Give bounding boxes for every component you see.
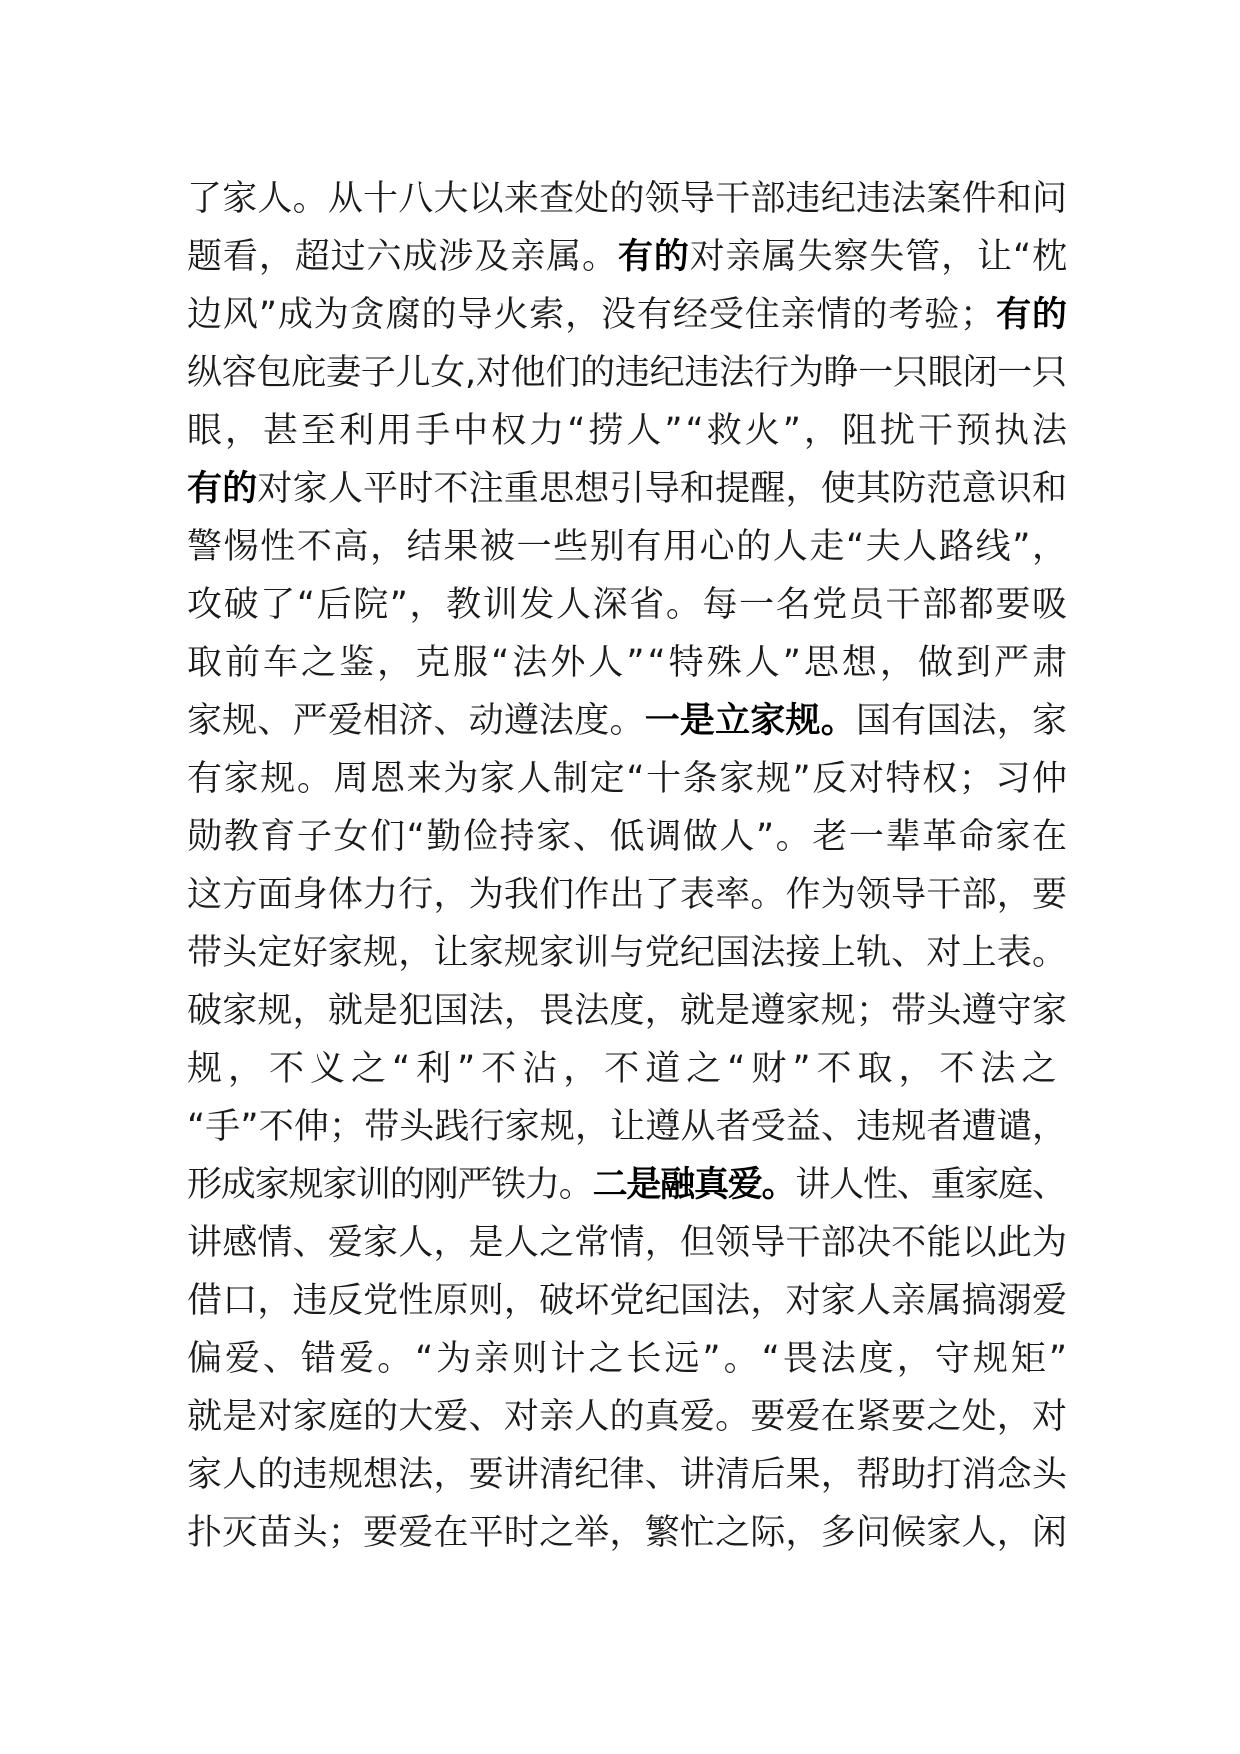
text-segment: 对亲属失察失管，让“枕 bbox=[689, 237, 1068, 277]
text-segment: 国有国法，家 bbox=[855, 701, 1068, 741]
text-segment: 对家人平时不注重思想引导和提醒，使其防范意识和 bbox=[257, 469, 1068, 509]
bold-text-segment: 一是立家规。 bbox=[644, 701, 856, 741]
text-line bbox=[187, 750, 1067, 808]
text-line bbox=[187, 518, 1067, 576]
text-line bbox=[187, 866, 1067, 924]
text-segment: 边风”成为贪腐的导火索，没有经受住亲情的考验； bbox=[187, 295, 997, 335]
text-segment: 这方面身体力行，为我们作出了表率。作为领导干部，要 bbox=[187, 875, 1068, 915]
text-line bbox=[187, 286, 1067, 344]
text-segment: 带头定好家规，让家规家训与党纪国法接上轨、对上表。 bbox=[187, 933, 1068, 973]
text-line bbox=[187, 808, 1067, 866]
bold-text-segment: 二是融真爱。 bbox=[592, 1165, 796, 1205]
text-line bbox=[187, 228, 1067, 286]
text-line bbox=[187, 1214, 1067, 1272]
text-segment: 有家规。周恩来为家人制定“十条家规”反对特权；习仲 bbox=[187, 759, 1069, 799]
text-segment: 纵容包庇妻子儿女,对他们的违纪违法行为睁一只眼闭一只 bbox=[187, 353, 1067, 393]
text-line bbox=[187, 576, 1067, 634]
text-line bbox=[187, 344, 1067, 402]
text-line bbox=[187, 1272, 1067, 1330]
text-segment: 题看，超过六成涉及亲属。 bbox=[187, 237, 618, 277]
text-segment: 扑灭苗头；要爱在平时之举，繁忙之际，多问候家人，闲 bbox=[187, 1513, 1068, 1553]
text-line bbox=[187, 634, 1071, 692]
text-line bbox=[187, 1098, 1067, 1156]
text-segment: 借口，违反党性原则，破坏党纪国法，对家人亲属搞溺爱 bbox=[187, 1281, 1068, 1321]
text-segment: 眼，甚至利用手中权力“捞人”“救火”，阻扰干预执法 bbox=[187, 411, 1071, 451]
text-segment: 攻破了“后院”，教训发人深省。每一名党员干部都要吸 bbox=[187, 585, 1069, 625]
text-line bbox=[187, 460, 1067, 518]
text-segment: 了家人。从十八大以来查处的领导干部违纪违法案件和问 bbox=[187, 179, 1068, 219]
bold-text-segment: 有的 bbox=[187, 469, 258, 509]
text-segment: “手”不伸；带头践行家规，让遵从者受益、违规者遭谴， bbox=[187, 1107, 1068, 1147]
bold-text-segment: 有的 bbox=[996, 295, 1068, 335]
bold-text-segment: 有的 bbox=[617, 237, 690, 277]
text-segment: 家人的违规想法，要讲清纪律、讲清后果，帮助打消念头 bbox=[187, 1455, 1068, 1495]
text-line bbox=[187, 982, 1067, 1040]
body-paragraph bbox=[187, 170, 1071, 1562]
text-segment: 家规、严爱相济、动遵法度。 bbox=[187, 701, 645, 741]
text-segment: 就是对家庭的大爱、对亲人的真爱。要爱在紧要之处，对 bbox=[187, 1397, 1068, 1437]
text-segment: 讲人性、重家庭、 bbox=[795, 1165, 1066, 1205]
text-line bbox=[187, 1330, 1071, 1388]
text-line bbox=[187, 1040, 1067, 1098]
text-segment: 偏爱、错爱。“为亲则计之长远”。“畏法度，守规矩” bbox=[187, 1339, 1071, 1379]
text-line bbox=[187, 692, 1067, 750]
text-line bbox=[187, 1504, 1067, 1562]
text-segment: 形成家规家训的刚严铁力。 bbox=[187, 1165, 593, 1205]
text-line bbox=[187, 170, 1067, 228]
text-segment: 勋教育子女们“勤俭持家、低调做人”。老一辈革命家在 bbox=[187, 817, 1069, 857]
text-segment: 取前车之鉴，克服“法外人”“特殊人”思想，做到严肃 bbox=[187, 643, 1071, 683]
text-segment: 讲感情、爱家人，是人之常情，但领导干部决不能以此为 bbox=[187, 1223, 1068, 1263]
text-line bbox=[187, 924, 1067, 982]
text-line bbox=[187, 402, 1071, 460]
text-line bbox=[187, 1156, 1067, 1214]
text-segment: 规，不义之“利”不沾，不道之“财”不取，不法之 bbox=[187, 1049, 1063, 1089]
text-line bbox=[187, 1388, 1067, 1446]
text-line bbox=[187, 1446, 1067, 1504]
text-segment: 警惕性不高，结果被一些别有用心的人走“夫人路线”， bbox=[187, 527, 1069, 567]
text-segment: 破家规，就是犯国法，畏法度，就是遵家规；带头遵守家 bbox=[187, 991, 1068, 1031]
